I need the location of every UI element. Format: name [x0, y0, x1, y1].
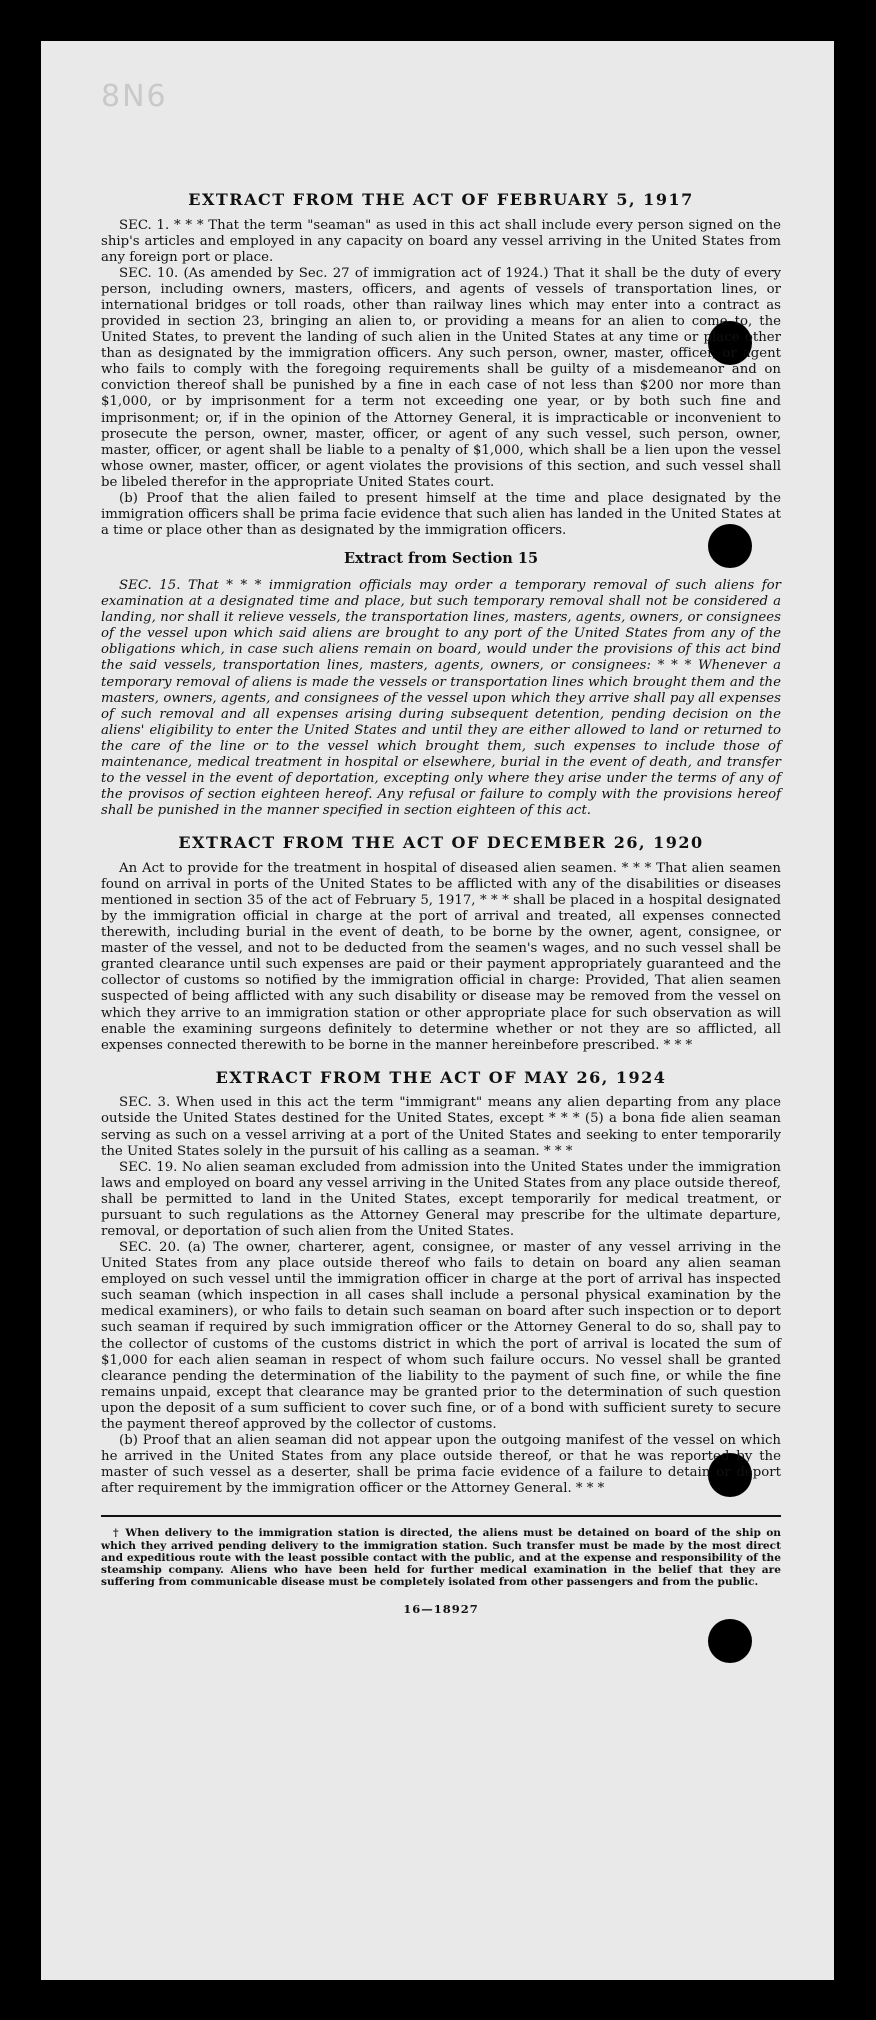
paragraph-sec-20a: SEC. 20. (a) The owner, charterer, agent, consignee, or master of any vessel arriving in the United States from any place outside thereof who fails to detain on board any alien seaman employed on such vessel until the immigration officer in charge at the port of arrival has inspected such seaman (which inspection in all cases shall include a personal physical examination by the medical examiners), or who fails to detain such seaman on board after such inspection or to deport such seaman if required by such immigration officer or the Attorney General to do so, shall pay to the collector of customs of the customs district in which the port of arrival is located the sum of $1,000 for each alien seaman in respect of whom such failure occurs. No vessel shall be granted clearance pending the determination of the liability to the payment of such fine, or while the fine remains unpaid, except that clearance may be granted prior to the determination of such question upon the deposit of a sum sufficient to cover such fine, or of a bond with sufficient surety to secure the payment thereof approved by the collector of customs. — [101, 1240, 781, 1432]
section-heading-extract-15: Extract from Section 15 — [343, 550, 539, 568]
paragraph-sec-10b: (b) Proof that the alien failed to present himself at the time and place designated by the immigration officers shall be prima facie evidence that such alien has landed in the United States at a time or place other than as designated by the immigration officers. — [101, 490, 781, 539]
section-heading-act-1920: EXTRACT FROM THE ACT OF DECEMBER 26, 1920 — [178, 833, 704, 853]
section-body-act-1920 — [101, 861, 781, 1054]
paragraph-sec-1: SEC. 1. * * * That the term "seaman" as used in this act shall include every person signed on the ship's articles and employed in any capacity on board any vessel arriving in the United States from any foreign port or place. — [101, 217, 781, 265]
punch-hole — [708, 1619, 752, 1663]
footnote: † When delivery to the immigration station is directed, the aliens must be detained on board of the ship on which they arrived pending delivery to the immigration station. Such transfer must be made by the most direct and expeditious route with the least possible contact with the public, and at the expense and responsibility of the steamship company. Aliens who have been held for further medical examination in the belief that they are suffering from communicable disease must be completely isolated from other passengers and from the public. — [101, 1527, 781, 1589]
paragraph-sec-10: SEC. 10. (As amended by Sec. 27 of immigration act of 1924.) That it shall be the duty of every person, including owners, masters, officers, and agents of vessels of transportation lines, or international bridges or toll roads, other than railway lines which may enter into a contract as provided in section 23, bringing an alien to, or providing a means for an alien to come to, the United States, to prevent the landing of such alien in the United States at any time or place other than as designated by the immigration officers. Any such person, owner, master, officer, or agent who fails to comply with the foregoing requirements shall be guilty of a misdemeanor and on conviction thereof shall be punished by a fine in each case of not less than $200 nor more than $1,000, or by imprisonment for a term not exceeding one year, or by both such fine and imprisonment; or, if in the opinion of the Attorney General, it is impracticable or inconvenient to prosecute the person, owner, master, officer, or agent of any such vessel, such person, owner, master, officer, or agent shall be liable to a penalty of $1,000, which shall be a lien upon the vessel whose owner, master, officer, or agent violates the provisions of this section, and such vessel shall be libeled therefor in the appropriate United States court. — [101, 265, 781, 490]
paragraph-sec-3: SEC. 3. When used in this act the term "immigrant" means any alien departing from any place outside the United States destined for the United States, except * * * (5) a bona fide alien seaman serving as such on a vessel arriving at a port of the United States and seeking to enter temporarily the United States solely in the pursuit of his calling as a seaman. * * * — [101, 1095, 781, 1159]
document-number: 16—18927 — [403, 1601, 479, 1616]
section-heading-act-1917: EXTRACT FROM THE ACT OF FEBRUARY 5, 1917 — [188, 190, 694, 209]
document-body — [101, 191, 781, 1616]
paragraph-act-1920: An Act to provide for the treatment in hospital of diseased alien seamen. * * * That alien seamen found on arrival in ports of the United States to be afflicted with any of the disabilities or diseases mentioned in section 35 of the act of February 5, 1917, * * * shall be placed in a hospital designated by the immigration official in charge at the port of arrival and treated, all expenses connected therewith, including burial in the event of death, to be borne by the owner, agent, consignee, or master of the vessel, and not to be deducted from the seamen's wages, and no such vessel shall be granted clearance until such expenses are paid or their payment appropriately guaranteed and the collector of customs so notified by the immigration official in charge: Provided, That alien seamen suspected of being afflicted with any such disability or disease may be removed from the vessel on which they arrive to an immigration station or other appropriate place for such observation as will enable the examining surgeons definitely to determine whether or not they are so afflicted, all expenses connected therewith to be borne in the manner hereinbefore prescribed. * * * — [101, 860, 781, 1053]
section-body-extract-15 — [101, 578, 781, 819]
paragraph-sec-19: SEC. 19. No alien seaman excluded from admission into the United States under the immigration laws and employed on board any vessel arriving in the United States from any place outside thereof, shall be permitted to land in the United States, except temporarily for medical treatment, or pursuant to such regulations as the Attorney General may prescribe for the ultimate departure, removal, or deportation of such alien from the United States. — [101, 1159, 781, 1240]
section-body-act-1917 — [101, 218, 781, 540]
footnote-divider — [101, 1515, 781, 1517]
paragraph-sec-15: SEC. 15. That * * * immigration officials may order a temporary removal of such aliens for examination at a designated time and place, but such temporary removal shall not be considered a landing, nor shall it relieve vessels, the transportation lines, masters, agents, owners, or consignees of the vessel upon which said aliens are brought to any port of the United States from any of the obligations which, in case such aliens remain on board, would under the provisions of this act bind the said vessels, transportation lines, masters, agents, owners, or consignees: * * * Whenever a temporary removal of aliens is made the vessels or transportation lines which brought them and the masters, owners, agents, and consignees of the vessel upon which they arrive shall pay all expenses of such removal and all expenses arising during subsequent detention, pending decision on the aliens' eligibility to enter the United States and until they are either allowed to land or returned to the care of the line or to the vessel which brought them, such expenses to include those of maintenance, medical treatment in hospital or elsewhere, burial in the event of death, and transfer to the vessel in the event of deportation, excepting only where they arise under the terms of any of the provisos of section eighteen hereof. Any refusal or failure to comply with the provisions hereof shall be punished in the manner specified in section eighteen of this act. — [101, 578, 781, 819]
document-page — [41, 41, 834, 1980]
section-body-act-1924 — [101, 1095, 781, 1497]
paragraph-sec-20b: (b) Proof that an alien seaman did not appear upon the outgoing manifest of the vessel on which he arrived in the United States from any place outside thereof, or that he was reported by the master of such vessel as a deserter, shall be prima facie evidence of a failure to detain or deport after requirement by the immigration officer or the Attorney General. * * * — [101, 1433, 781, 1497]
section-heading-act-1924: EXTRACT FROM THE ACT OF MAY 26, 1924 — [215, 1067, 667, 1087]
faded-stamp: 8N6 — [101, 79, 168, 114]
